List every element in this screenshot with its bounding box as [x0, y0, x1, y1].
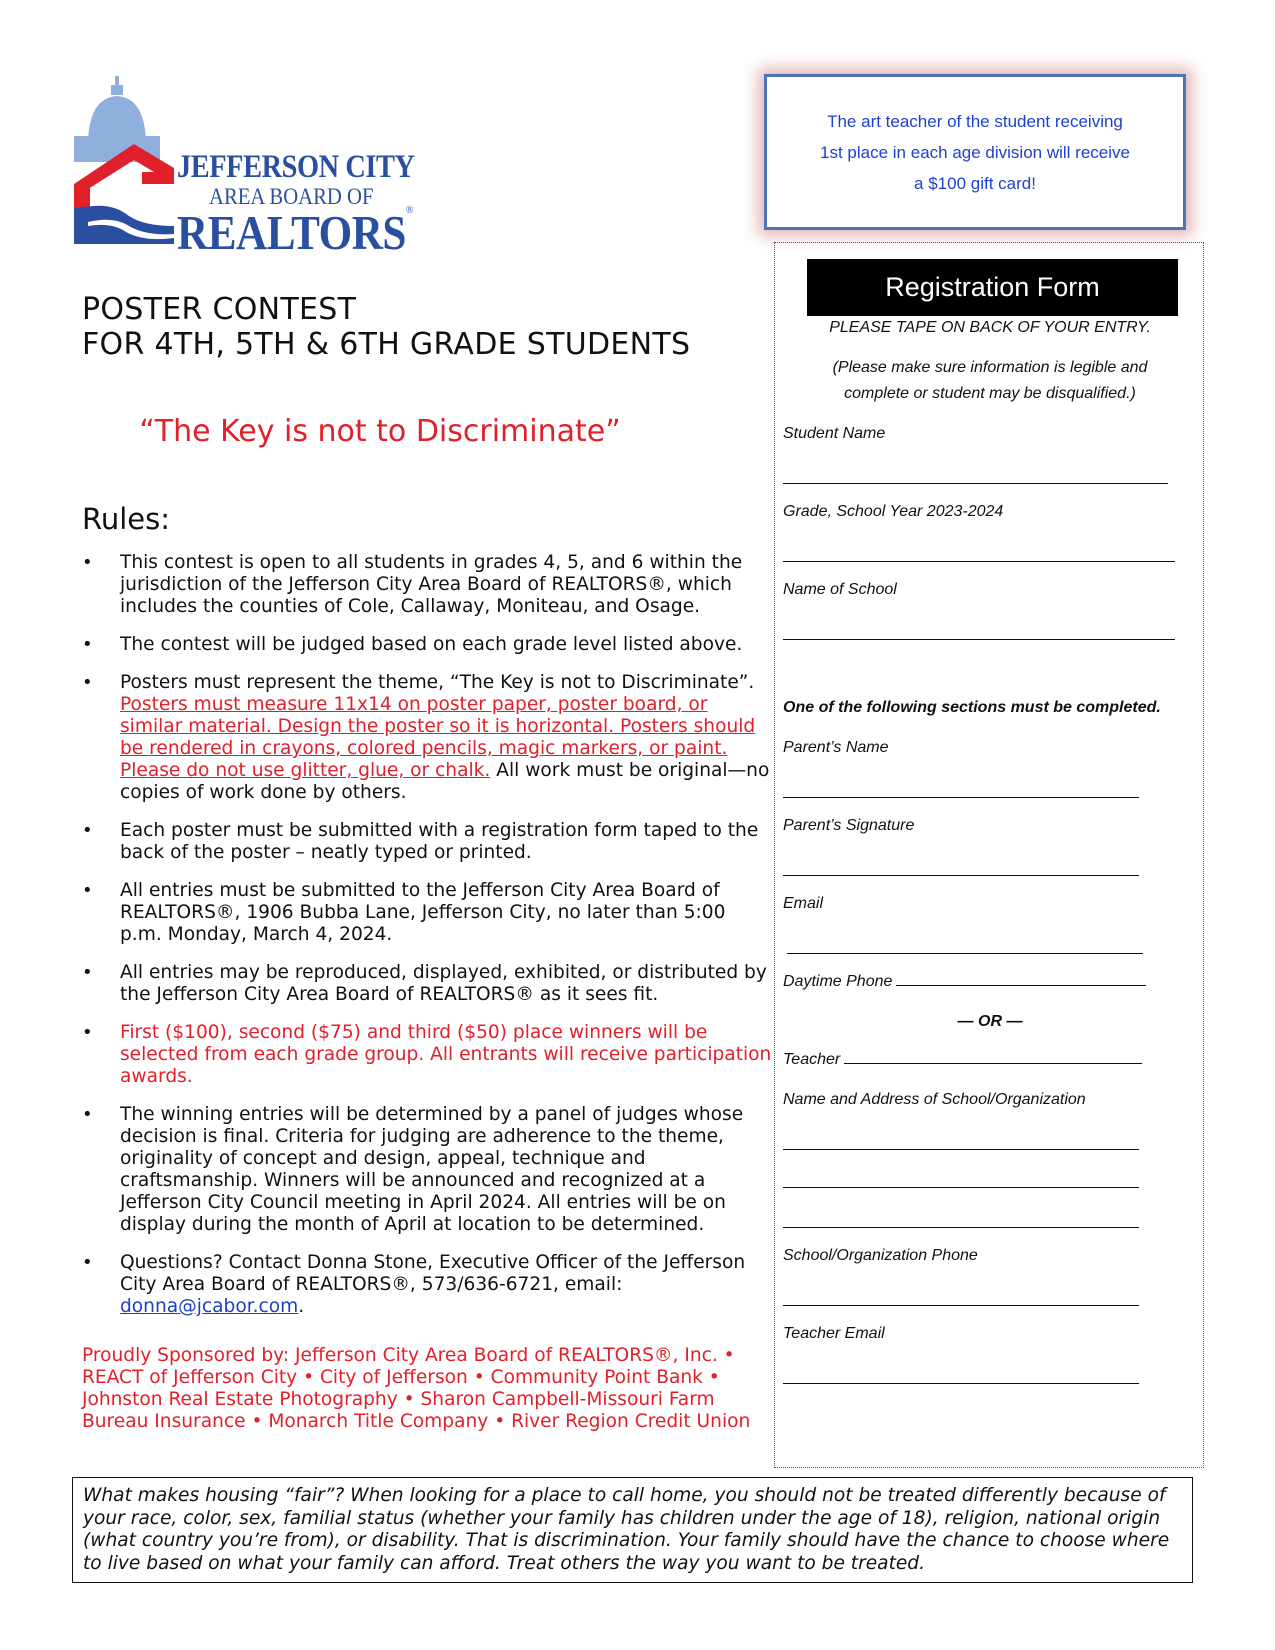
school-address-field-2[interactable]: [783, 1187, 1139, 1188]
rule-item: • Posters must represent the theme, “The Key is not to Discriminate”. Posters must measure 11x14 on poster paper, poster board, or similar material. Design the poster so it is horizontal. Posters should be rendered in crayons, colored pencils, magic markers, or paint. Please do not use glitter, glue, or chalk. All work must be original—no copies of work done by others.: [82, 672, 772, 804]
fair-housing-note: What makes housing “fair”? When looking for a place to call home, you should not be treated differently because of your race, color, sex, familial status (whether your family has children under the age of 18), religion, national origin (what country you’re from), or disability. That is discrimination. Your family should have the chance to choose where to live based on what your family can afford. Treat others the way you want to be treated.: [72, 1477, 1193, 1583]
legible-note: complete or student may be disqualified.): [844, 385, 1136, 402]
school-phone-field[interactable]: [783, 1305, 1139, 1306]
registration-form: [774, 242, 1204, 1468]
rule-item: • All entries must be submitted to the Jefferson City Area Board of REALTORS®, 1906 Bubba Lane, Jefferson City, no later than 5:00 p.m. Monday, March 4, 2024.: [82, 880, 772, 946]
school-name-label: Name of School: [783, 581, 897, 598]
rules-list: [82, 552, 772, 1334]
rules-heading: Rules:: [82, 502, 171, 536]
registration-heading: Registration Form: [807, 259, 1178, 316]
school-phone-label: School/Organization Phone: [783, 1247, 978, 1264]
teacher-email-field[interactable]: [783, 1383, 1139, 1384]
tape-note: PLEASE TAPE ON BACK OF YOUR ENTRY.: [829, 319, 1151, 336]
sections-note: One of the following sections must be completed.: [783, 699, 1161, 716]
student-name-label: Student Name: [783, 425, 886, 442]
parent-name-field[interactable]: [783, 797, 1139, 798]
parent-signature-label: Parent’s Signature: [783, 817, 915, 834]
school-address-field-3[interactable]: [783, 1227, 1139, 1228]
teacher-field[interactable]: [844, 1063, 1142, 1064]
daytime-phone-field[interactable]: [896, 985, 1146, 986]
sponsors: Proudly Sponsored by: Jefferson City Area Board of REALTORS®, Inc. • REACT of Jefferson City • City of Jefferson • Community Point Bank • Johnston Real Estate Photography • Sharon Campbell-Missouri Farm Bureau Insurance • Monarch Title Company • River Region Credit Union: [82, 1345, 751, 1432]
title-line-1: POSTER CONTEST: [82, 292, 357, 327]
realtors-logo: [74, 76, 454, 261]
logo-line-2: AREA BOARD OF: [209, 184, 374, 209]
school-name-field[interactable]: [783, 639, 1175, 640]
parent-name-label: Parent’s Name: [783, 739, 889, 756]
parent-signature-field[interactable]: [783, 875, 1139, 876]
contest-theme: “The Key is not to Discriminate”: [139, 414, 621, 449]
teacher-email-label: Teacher Email: [783, 1325, 885, 1342]
student-name-field[interactable]: [783, 483, 1168, 484]
rule-item-prizes: • First ($100), second ($75) and third ($50) place winners will be selected from each grade group. All entrants will receive participation awards.: [82, 1022, 772, 1088]
daytime-phone-row: Daytime Phone: [783, 973, 1146, 991]
grade-field[interactable]: [783, 561, 1175, 562]
title-line-2: FOR 4TH, 5TH & 6TH GRADE STUDENTS: [82, 327, 691, 362]
rule-item: • The contest will be judged based on each grade level listed above.: [82, 634, 772, 656]
teacher-row: Teacher: [783, 1051, 1142, 1069]
capitol-house-icon: [74, 76, 174, 261]
rule-item: • All entries may be reproduced, displayed, exhibited, or distributed by the Jefferson City Area Board of REALTORS® as it sees fit.: [82, 962, 772, 1006]
legible-note: (Please make sure information is legible and: [832, 359, 1148, 376]
rule-item: • The winning entries will be determined by a panel of judges whose decision is final. Criteria for judging are adherence to the theme, originality of concept and design, appeal, technique and craftsmanship. Winners will be announced and recognized at a Jefferson City Council meeting in April 2024. All entries will be on display during the month of April at location to be determined.: [82, 1104, 772, 1236]
rule-item: • This contest is open to all students in grades 4, 5, and 6 within the jurisdiction of the Jefferson City Area Board of REALTORS®, which includes the counties of Cole, Callaway, Moniteau, and Osage.: [82, 552, 772, 618]
rule-item: • Each poster must be submitted with a registration form taped to the back of the poster – neatly typed or printed.: [82, 820, 772, 864]
email-label: Email: [783, 895, 824, 912]
school-address-label: Name and Address of School/Organization: [783, 1091, 1086, 1108]
rule-item: • Questions? Contact Donna Stone, Executive Officer of the Jefferson City Area Board of REALTORS®, 573/636-6721, email: donna@jcabor.com.: [82, 1252, 772, 1318]
or-divider: — OR —: [957, 1013, 1023, 1030]
email-link[interactable]: donna@jcabor.com: [120, 1296, 299, 1317]
grade-label: Grade, School Year 2023-2024: [783, 503, 1004, 520]
logo-line-3: REALTORS®: [177, 204, 413, 260]
logo-line-1: JEFFERSON CITY: [177, 149, 415, 185]
poster-requirements: Posters must measure 11x14 on poster paper, poster board, or similar material. Design the poster so it is horizontal. Posters should be rendered in crayons, colored pencils, magic markers, or paint. Please do not use glitter, glue, or chalk.: [120, 694, 756, 781]
prize-callout: The art teacher of the student receiving 1st place in each age division will receive a $100 gift card!: [764, 74, 1186, 230]
school-address-field-1[interactable]: [783, 1149, 1139, 1150]
page-title: [82, 292, 690, 362]
email-field[interactable]: [787, 953, 1143, 954]
